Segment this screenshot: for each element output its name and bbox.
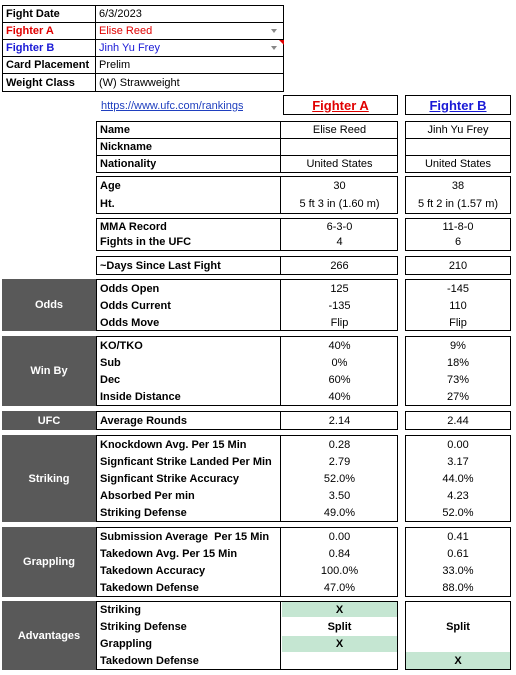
nationality-label: Nationality [100,158,157,170]
submission-avg-label: Submission Average Per 15 Min [100,530,270,543]
fighter-b-header-label: Fighter B [429,97,487,113]
fighter-a-submission-avg: 0.00 [328,530,351,543]
fighter-b-submission-avg: 0.41 [447,530,469,543]
ufc-rankings-link[interactable]: https://www.ufc.com/rankings [101,99,244,112]
fighter-b-odds-current: 110 [449,299,467,312]
fighter-a-adv-grappling: X [335,638,344,650]
fighter-b-age: 38 [451,180,465,192]
fighter-a-average-rounds: 2.14 [328,414,351,427]
dec-label: Dec [100,373,121,386]
fighter-a-dec: 60% [328,373,351,386]
adv-takedown-defense-label: Takedown Defense [100,655,199,667]
sig-strike-accuracy-label: Signficant Strike Accuracy [100,472,239,485]
fighter-b-height: 5 ft 2 in (1.57 m) [417,198,499,210]
comment-indicator-icon [279,40,284,45]
mma-record-label: MMA Record [100,221,167,233]
fighter-a-height: 5 ft 3 in (1.60 m) [299,198,380,210]
weight-class-label: Weight Class [6,76,75,89]
absorbed-per-min-label: Absorbed Per min [100,489,195,502]
fighter-a-ufc-fights: 4 [336,236,343,248]
fighter-b-average-rounds: 2.44 [447,414,469,427]
odds-section-header: Odds [2,279,96,331]
fighter-a-header-label: Fighter A [312,97,369,113]
fighter-b-nationality: United States [424,158,492,170]
fighter-b-odds-open: -145 [446,282,470,295]
fighter-b-adv-takedown-defense: X [454,655,462,667]
fighter-a-absorbed-per-min: 3.50 [328,489,351,502]
fighter-b-absorbed-per-min: 4.23 [447,489,469,502]
fighter-a-select[interactable]: Elise Reed [99,25,153,37]
fighter-b-takedown-defense: 88.0% [442,581,474,594]
fighter-b-knockdown-avg: 0.00 [447,438,469,451]
fighter-a-odds-open: 125 [330,282,349,295]
takedown-defense-label: Takedown Defense [100,581,199,594]
fighter-a-striking-defense: 49.0% [323,506,356,519]
takedown-avg-label: Takedown Avg. Per 15 Min [100,547,238,560]
fighter-a-record: 6-3-0 [326,221,353,233]
fighter-b-sig-strike-accuracy: 44.0% [442,472,474,485]
grappling-section-header: Grappling [2,527,96,597]
fighter-a-sig-strikes-landed: 2.79 [328,455,351,468]
fighter-b-label: Fighter B [6,42,55,54]
fighter-b-dec: 73% [446,373,470,386]
adv-striking-label: Striking [100,604,141,616]
height-label: Ht. [100,198,115,210]
fighter-b-striking-defense: 52.0% [442,506,474,519]
card-placement-label: Card Placement [6,59,90,71]
fighter-b-takedown-avg: 0.61 [447,547,469,560]
fighter-b-odds-move: Flip [449,316,467,329]
fighter-a-inside-distance: 40% [328,390,351,403]
fighter-b-name: Jinh Yu Frey [427,124,489,136]
fighter-a-days-since: 266 [330,259,349,272]
fighter-b-record: 11-8-0 [442,221,474,233]
odds-current-label: Odds Current [100,299,171,312]
nickname-label: Nickname [100,141,152,153]
fighter-b-ko-tko: 9% [450,339,466,352]
ko-tko-label: KO/TKO [100,339,143,352]
average-rounds-label: Average Rounds [100,414,188,427]
ufc-fights-label: Fights in the UFC [100,236,192,248]
fighter-a-knockdown-avg: 0.28 [328,438,351,451]
days-since-label: ~Days Since Last Fight [100,259,221,272]
age-label: Age [100,180,121,192]
fighter-a-adv-striking-defense: Split [327,621,352,633]
fighter-a-takedown-accuracy: 100.0% [320,564,359,577]
fighter-b-days-since: 210 [448,259,468,272]
fighter-b-nickname [405,139,511,155]
fighter-b-select[interactable]: Jinh Yu Frey [99,42,160,54]
fighter-a-takedown-avg: 0.84 [328,547,351,560]
ufc-section-header: UFC [2,411,96,430]
fighter-b-adv-striking-defense: Split [446,621,470,633]
fighter-a-label: Fighter A [6,25,54,37]
name-label: Name [100,124,130,136]
sub-label: Sub [100,356,121,369]
striking-defense-label: Striking Defense [100,506,187,519]
knockdown-avg-label: Knockdown Avg. Per 15 Min [100,438,247,451]
fighter-b-sig-strikes-landed: 3.17 [447,455,469,468]
fighter-a-name: Elise Reed [312,124,367,136]
chevron-down-icon[interactable] [271,29,277,33]
inside-distance-label: Inside Distance [100,390,181,403]
fighter-a-age: 30 [333,180,346,192]
adv-grappling-label: Grappling [100,638,152,650]
takedown-accuracy-label: Takedown Accuracy [100,564,206,577]
fight-date-value[interactable]: 6/3/2023 [99,8,142,20]
fighter-a-ko-tko: 40% [328,339,351,352]
striking-section-header: Striking [2,435,96,522]
fighter-b-sub: 18% [446,356,470,369]
card-placement-value[interactable]: Prelim [99,59,131,71]
weight-class-value[interactable]: (W) Strawweight [99,76,180,89]
fighter-a-sub: 0% [331,356,348,369]
odds-open-label: Odds Open [100,282,160,295]
fighter-b-takedown-accuracy: 33.0% [442,564,474,577]
fighter-b-ufc-fights: 6 [454,236,462,248]
fighter-a-nickname [281,139,398,155]
sig-strikes-landed-label: Signficant Strike Landed Per Min [100,455,272,468]
fighter-a-odds-move: Flip [330,316,349,329]
fighter-a-odds-current: -135 [328,299,351,312]
advantages-section-header: Advantages [2,601,96,670]
chevron-down-icon[interactable] [271,46,277,50]
odds-move-label: Odds Move [100,316,160,329]
fighter-b-inside-distance: 27% [446,390,470,403]
fighter-a-nationality: United States [306,158,373,170]
fighter-a-sig-strike-accuracy: 52.0% [323,472,356,485]
fighter-a-adv-striking: X [335,604,344,616]
win-by-section-header: Win By [2,336,96,406]
fighter-a-takedown-defense: 47.0% [323,581,356,594]
adv-striking-defense-label: Striking Defense [100,621,187,633]
fight-date-label: Fight Date [6,8,60,20]
